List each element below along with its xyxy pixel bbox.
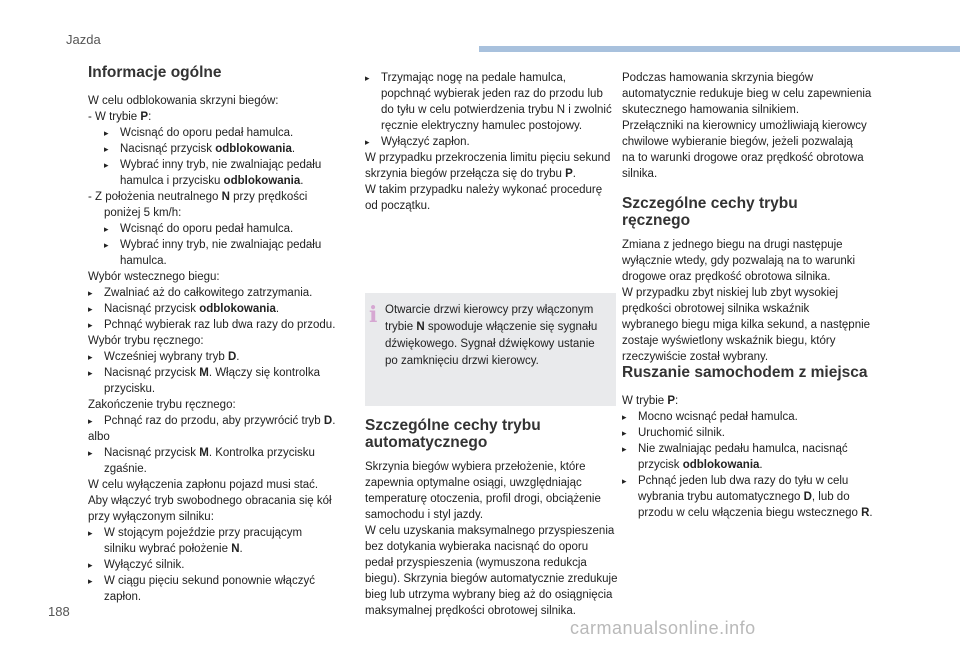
text-line: drogowe oraz prędkość obrotowa silnika. (622, 271, 831, 283)
text-line: silniku wybrać położenie N. (104, 543, 243, 555)
text-line: samochodu i styl jazdy. (365, 509, 484, 521)
text-line: popchnąć wybierak jeden raz do przodu lub (381, 88, 603, 100)
text-line: przycisku. (104, 383, 156, 395)
text-line: ▸ W ciągu pięciu sekund ponownie włączyć (88, 575, 315, 587)
text-line: ▸ Wybrać inny tryb, nie zwalniając pedału (104, 239, 322, 251)
bullet-icon: ▸ (622, 444, 627, 454)
section-title-starting: Ruszanie samochodem z miejsca (622, 364, 868, 381)
section-manual (622, 195, 912, 365)
automatic-text (365, 459, 625, 619)
text-line: W celu wyłączenia zapłonu pojazd musi stać. (88, 479, 319, 491)
bullet-icon: ▸ (88, 576, 93, 586)
bullet-icon: ▸ (88, 528, 93, 538)
text-line: temperaturę otoczenia, profil drogi, obciążenie (365, 493, 601, 505)
bullet-icon: ▸ (88, 288, 93, 298)
text-line: ▸ Pchnąć jeden lub dwa razy do tyłu w celu (622, 475, 849, 487)
text-line: wybrania trybu automatycznego D, lub do (638, 491, 850, 503)
text-line: ▸ Pchnąć raz do przodu, aby przywrócić tryb D. (88, 415, 336, 427)
bullet-icon: ▸ (104, 128, 109, 138)
bullet-icon: ▸ (88, 320, 93, 330)
section-automatic (365, 417, 625, 619)
column-braking (622, 70, 902, 182)
text-line: zapłon. (104, 591, 142, 603)
text-line: ▸ Nacisnąć przycisk M. Włączy się kontrolka (88, 367, 321, 379)
section-title-general: Informacje ogólne (88, 64, 222, 81)
text-line: W celu uzyskania maksymalnego przyspieszenia (365, 525, 615, 537)
bullet-icon: ▸ (104, 160, 109, 170)
bullet-icon: ▸ (622, 412, 627, 422)
section-title-automatic-1: Szczególne cechy trybu (365, 417, 541, 434)
text-line: skutecznego hamowania silnikiem. (622, 104, 800, 116)
text-line: W przypadku przekroczenia limitu pięciu sekund (365, 152, 611, 164)
text-line: Wybór wstecznego biegu: (88, 271, 220, 283)
braking-text (622, 70, 902, 182)
section-title-automatic-2: automatycznego (365, 434, 488, 451)
text-line: ręcznie elektryczny hamulec postojowy. (381, 120, 583, 132)
bullet-icon: ▸ (622, 428, 627, 438)
bullet-icon: ▸ (88, 448, 93, 458)
general-info-text (88, 93, 353, 605)
bullet-icon: ▸ (88, 368, 93, 378)
text-line: ▸ Uruchomić silnik. (622, 427, 725, 439)
text-line: bieg lub utrzyma wybrany bieg aż do osiągnięcia (365, 589, 613, 601)
section-starting (622, 364, 912, 521)
info-text (385, 302, 613, 370)
text-line: Podczas hamowania skrzynia biegów (622, 72, 814, 84)
text-line: ▸ Wybrać inny tryb, nie zwalniając pedału (104, 159, 322, 171)
text-line: - W trybie P: (88, 111, 152, 123)
text-line: - Z położenia neutralnego N przy prędkości (88, 191, 308, 203)
text-line: do tyłu w celu potwierdzenia trybu N i zwolnić (381, 104, 612, 116)
bullet-icon: ▸ (88, 416, 93, 426)
text-line: chwilowe wybieranie biegów, jeżeli pozwalają (622, 136, 853, 148)
text-line: hamulca i przycisku odblokowania. (120, 175, 304, 187)
bullet-icon: ▸ (104, 144, 109, 154)
text-line: ▸ Nacisnąć przycisk M. Kontrolka przycisku (88, 447, 315, 459)
text-line: Skrzynia biegów wybiera przełożenie, które (365, 461, 586, 473)
bullet-icon: ▸ (365, 137, 370, 147)
text-line: przycisk odblokowania. (638, 459, 763, 471)
text-line: zapewnia optymalne osiągi, uwzględniając (365, 477, 582, 489)
text-line: Otwarcie drzwi kierowcy przy włączonym (385, 304, 594, 316)
text-line: ▸ Wcisnąć do oporu pedał hamulca. (104, 223, 294, 235)
chapter-title: Jazda (66, 32, 101, 47)
text-line: po zamknięciu drzwi kierowcy. (385, 355, 539, 367)
text-line: ▸ Wyłączyć silnik. (88, 559, 185, 571)
bullet-icon: ▸ (365, 73, 370, 83)
text-line: W trybie P: (622, 395, 679, 407)
text-line: zgaśnie. (104, 463, 147, 475)
text-line: wybranego biegu miga kilka sekund, a następnie (622, 319, 871, 331)
text-line: wyłącznie wtedy, gdy pozwalają na to warunki (622, 255, 856, 267)
text-line: trybie N spowoduje włączenie się sygnału (385, 321, 598, 333)
text-line: ▸ Nacisnąć przycisk odblokowania. (104, 143, 296, 155)
manual-text (622, 237, 912, 365)
section-title-manual-2: ręcznego (622, 212, 691, 229)
text-line: pedał przyspieszenia (wymuszona redukcja (365, 557, 587, 569)
text-line: ▸ Wcześniej wybrany tryb D. (88, 351, 240, 363)
text-line: albo (88, 431, 110, 443)
text-line: rzeczywiście został wybrany. (622, 351, 769, 363)
text-line: ▸ Nacisnąć przycisk odblokowania. (88, 303, 280, 315)
text-line: ▸ Wcisnąć do oporu pedał hamulca. (104, 127, 294, 139)
text-line: silnika. (622, 168, 658, 180)
info-icon: i (369, 302, 378, 328)
text-line: Zakończenie trybu ręcznego: (88, 399, 236, 411)
text-line: W celu odblokowania skrzyni biegów: (88, 95, 279, 107)
text-line: Wybór trybu ręcznego: (88, 335, 204, 347)
bullet-icon: ▸ (88, 352, 93, 362)
header-bar (479, 46, 960, 52)
starting-text (622, 393, 912, 521)
text-line: ▸ Zwalniać aż do całkowitego zatrzymania. (88, 287, 313, 299)
text-line: Przełączniki na kierownicy umożliwiają kierowcy (622, 120, 867, 132)
text-line: maksymalnej prędkości obrotowej silnika. (365, 605, 576, 617)
text-line: automatycznie redukuje bieg w celu zapewnienia (622, 88, 872, 100)
column-general-info (88, 64, 353, 605)
column-procedure (365, 70, 620, 214)
text-line: bez dotykania wybieraka nacisnąć do oporu (365, 541, 589, 553)
text-line: skrzynia biegów przełącza się do trybu P. (365, 168, 576, 180)
text-line: W przypadku zbyt niskiej lub zbyt wysokiej (622, 287, 839, 299)
text-line: ▸ Pchnąć wybierak raz lub dwa razy do przodu. (88, 319, 336, 331)
section-title-manual-1: Szczególne cechy trybu (622, 195, 798, 212)
bullet-icon: ▸ (622, 476, 627, 486)
text-line: prędkości obrotowej silnika wskaźnik (622, 303, 810, 315)
bullet-icon: ▸ (104, 240, 109, 250)
page-number: 188 (48, 604, 70, 619)
bullet-icon: ▸ (104, 224, 109, 234)
text-line: na to warunki drogowe oraz prędkość obrotowa (622, 152, 864, 164)
procedure-text (365, 70, 620, 214)
text-line: ▸ Nie zwalniając pedału hamulca, nacisnąć (622, 443, 848, 455)
text-line: od początku. (365, 200, 431, 212)
text-line: dźwiękowego. Sygnał dźwiękowy ustanie (385, 338, 595, 350)
text-line: biegu). Skrzynia biegów automatycznie zredukuje (365, 573, 618, 585)
text-line: hamulca. (120, 255, 167, 267)
info-box (365, 293, 616, 406)
text-line: Zmiana z jednego biegu na drugi następuje (622, 239, 843, 251)
text-line: Aby włączyć tryb swobodnego obracania się kół (88, 495, 332, 507)
text-line: zostaje wyświetlony wskaźnik biegu, który (622, 335, 836, 347)
text-line: ▸ Mocno wcisnąć pedał hamulca. (622, 411, 798, 423)
text-line: ▸ Wyłączyć zapłon. (365, 136, 470, 148)
text-line: W takim przypadku należy wykonać procedurę (365, 184, 603, 196)
text-line: ▸ Trzymając nogę na pedale hamulca, (365, 72, 566, 84)
bullet-icon: ▸ (88, 304, 93, 314)
text-line: ▸ W stojącym pojeździe przy pracującym (88, 527, 303, 539)
text-line: przy wyłączonym silniku: (88, 511, 214, 523)
watermark: carmanualsonline.info (570, 618, 756, 638)
text-line: przodu w celu włączenia biegu wstecznego R. (638, 507, 873, 519)
bullet-icon: ▸ (88, 560, 93, 570)
text-line: poniżej 5 km/h: (104, 207, 182, 219)
